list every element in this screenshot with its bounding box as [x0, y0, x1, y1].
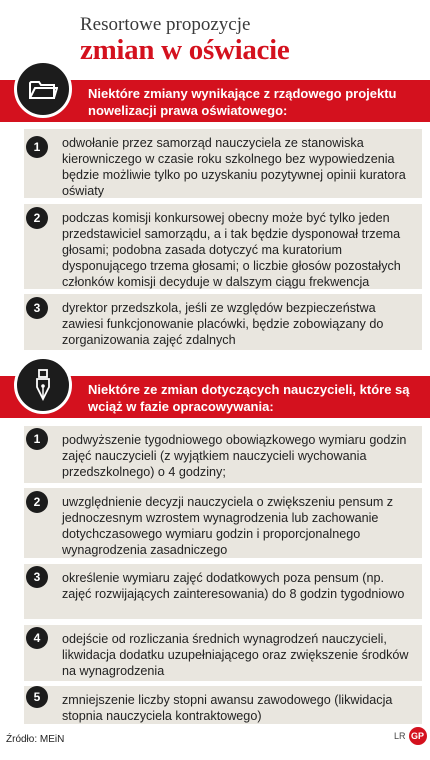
section1-heading: Niektóre zmiany wynikające z rządowego projektu nowelizacji prawa oświatowego:: [88, 86, 397, 118]
source-note: Źródło: MEiN: [6, 734, 65, 745]
list-item-text: uwzględnienie decyzji nauczyciela o zwiększeniu pensum z jednoczesnym wzrostem wynagrodzenia lub zachowanie dotychczasowego wymiaru godzin i proporcjonalnego wynagrodzenia zasadniczego: [62, 495, 394, 557]
section1-icon-badge: [14, 60, 72, 118]
list-item-text: odejście od rozliczania średnich wynagrodzeń nauczycieli, likwidacja dodatku uzupełniającego oraz zwiększenie środków na wynagrodzenia: [62, 632, 409, 678]
list-item: [24, 625, 422, 681]
list-item: [24, 294, 422, 350]
gp-logo-icon: GP: [409, 727, 427, 745]
list-item: [24, 488, 422, 558]
list-item-text: określenie wymiaru zajęć dodatkowych poza pensum (np. zajęć rozwijających zainteresowania) do 8 godzin tygodniowo: [62, 571, 405, 601]
item-number-badge: 2: [26, 491, 48, 513]
list-item: [24, 686, 422, 724]
section2-heading: Niektóre ze zmian dotyczących nauczycieli, które są wciąż w fazie opracowywania:: [88, 382, 410, 414]
list-item: [24, 426, 422, 483]
folder-icon: [28, 77, 58, 101]
list-item-text: dyrektor przedszkola, jeśli ze względów bezpieczeństwa zawiesi funkcjonowanie placówki, będzie zobowiązany do zorganizowania zajęć zdalnych: [62, 301, 384, 347]
item-number-badge: 5: [26, 686, 48, 708]
section2-icon-badge: [14, 356, 72, 414]
list-item: [24, 564, 422, 619]
list-item: [24, 204, 422, 289]
list-item-text: zmniejszenie liczby stopni awansu zawodowego (likwidacja stopnia nauczyciela kontraktowego): [62, 693, 393, 723]
pen-nib-icon: [33, 369, 53, 401]
publisher-logo: [394, 727, 427, 745]
page-title-line2: zmian w oświacie: [80, 34, 290, 66]
item-number-badge: 1: [26, 136, 48, 158]
item-number-badge: 1: [26, 428, 48, 450]
item-number-badge: 2: [26, 207, 48, 229]
item-number-badge: 3: [26, 566, 48, 588]
item-number-badge: 3: [26, 297, 48, 319]
item-number-badge: 4: [26, 627, 48, 649]
list-item: [24, 129, 422, 198]
author-credit: LR: [394, 731, 406, 741]
page-title-line1: Resortowe propozycje: [80, 14, 251, 35]
list-item-text: podwyższenie tygodniowego obowiązkowego wymiaru godzin zajęć nauczycieli (z wyjątkiem nauczycieli wychowania przedszkolnego) o 4 godziny;: [62, 433, 407, 479]
list-item-text: odwołanie przez samorząd nauczyciela ze stanowiska kierowniczego w czasie roku szkolnego bez wypowiedzenia będzie możliwie tylko po uzyskaniu pozytywnej opinii kuratora oświaty: [62, 136, 406, 198]
list-item-text: podczas komisji konkursowej obecny może być tylko jeden przedstawiciel samorządu, a i tak będzie dysponował trzema głosami; podobna zasada dotyczyć ma kuratorium dysponującego trzema głosami; o liczbie głosów pozostałych członków komisji decyduje w dalszym ciągu frekwencja: [62, 211, 401, 289]
